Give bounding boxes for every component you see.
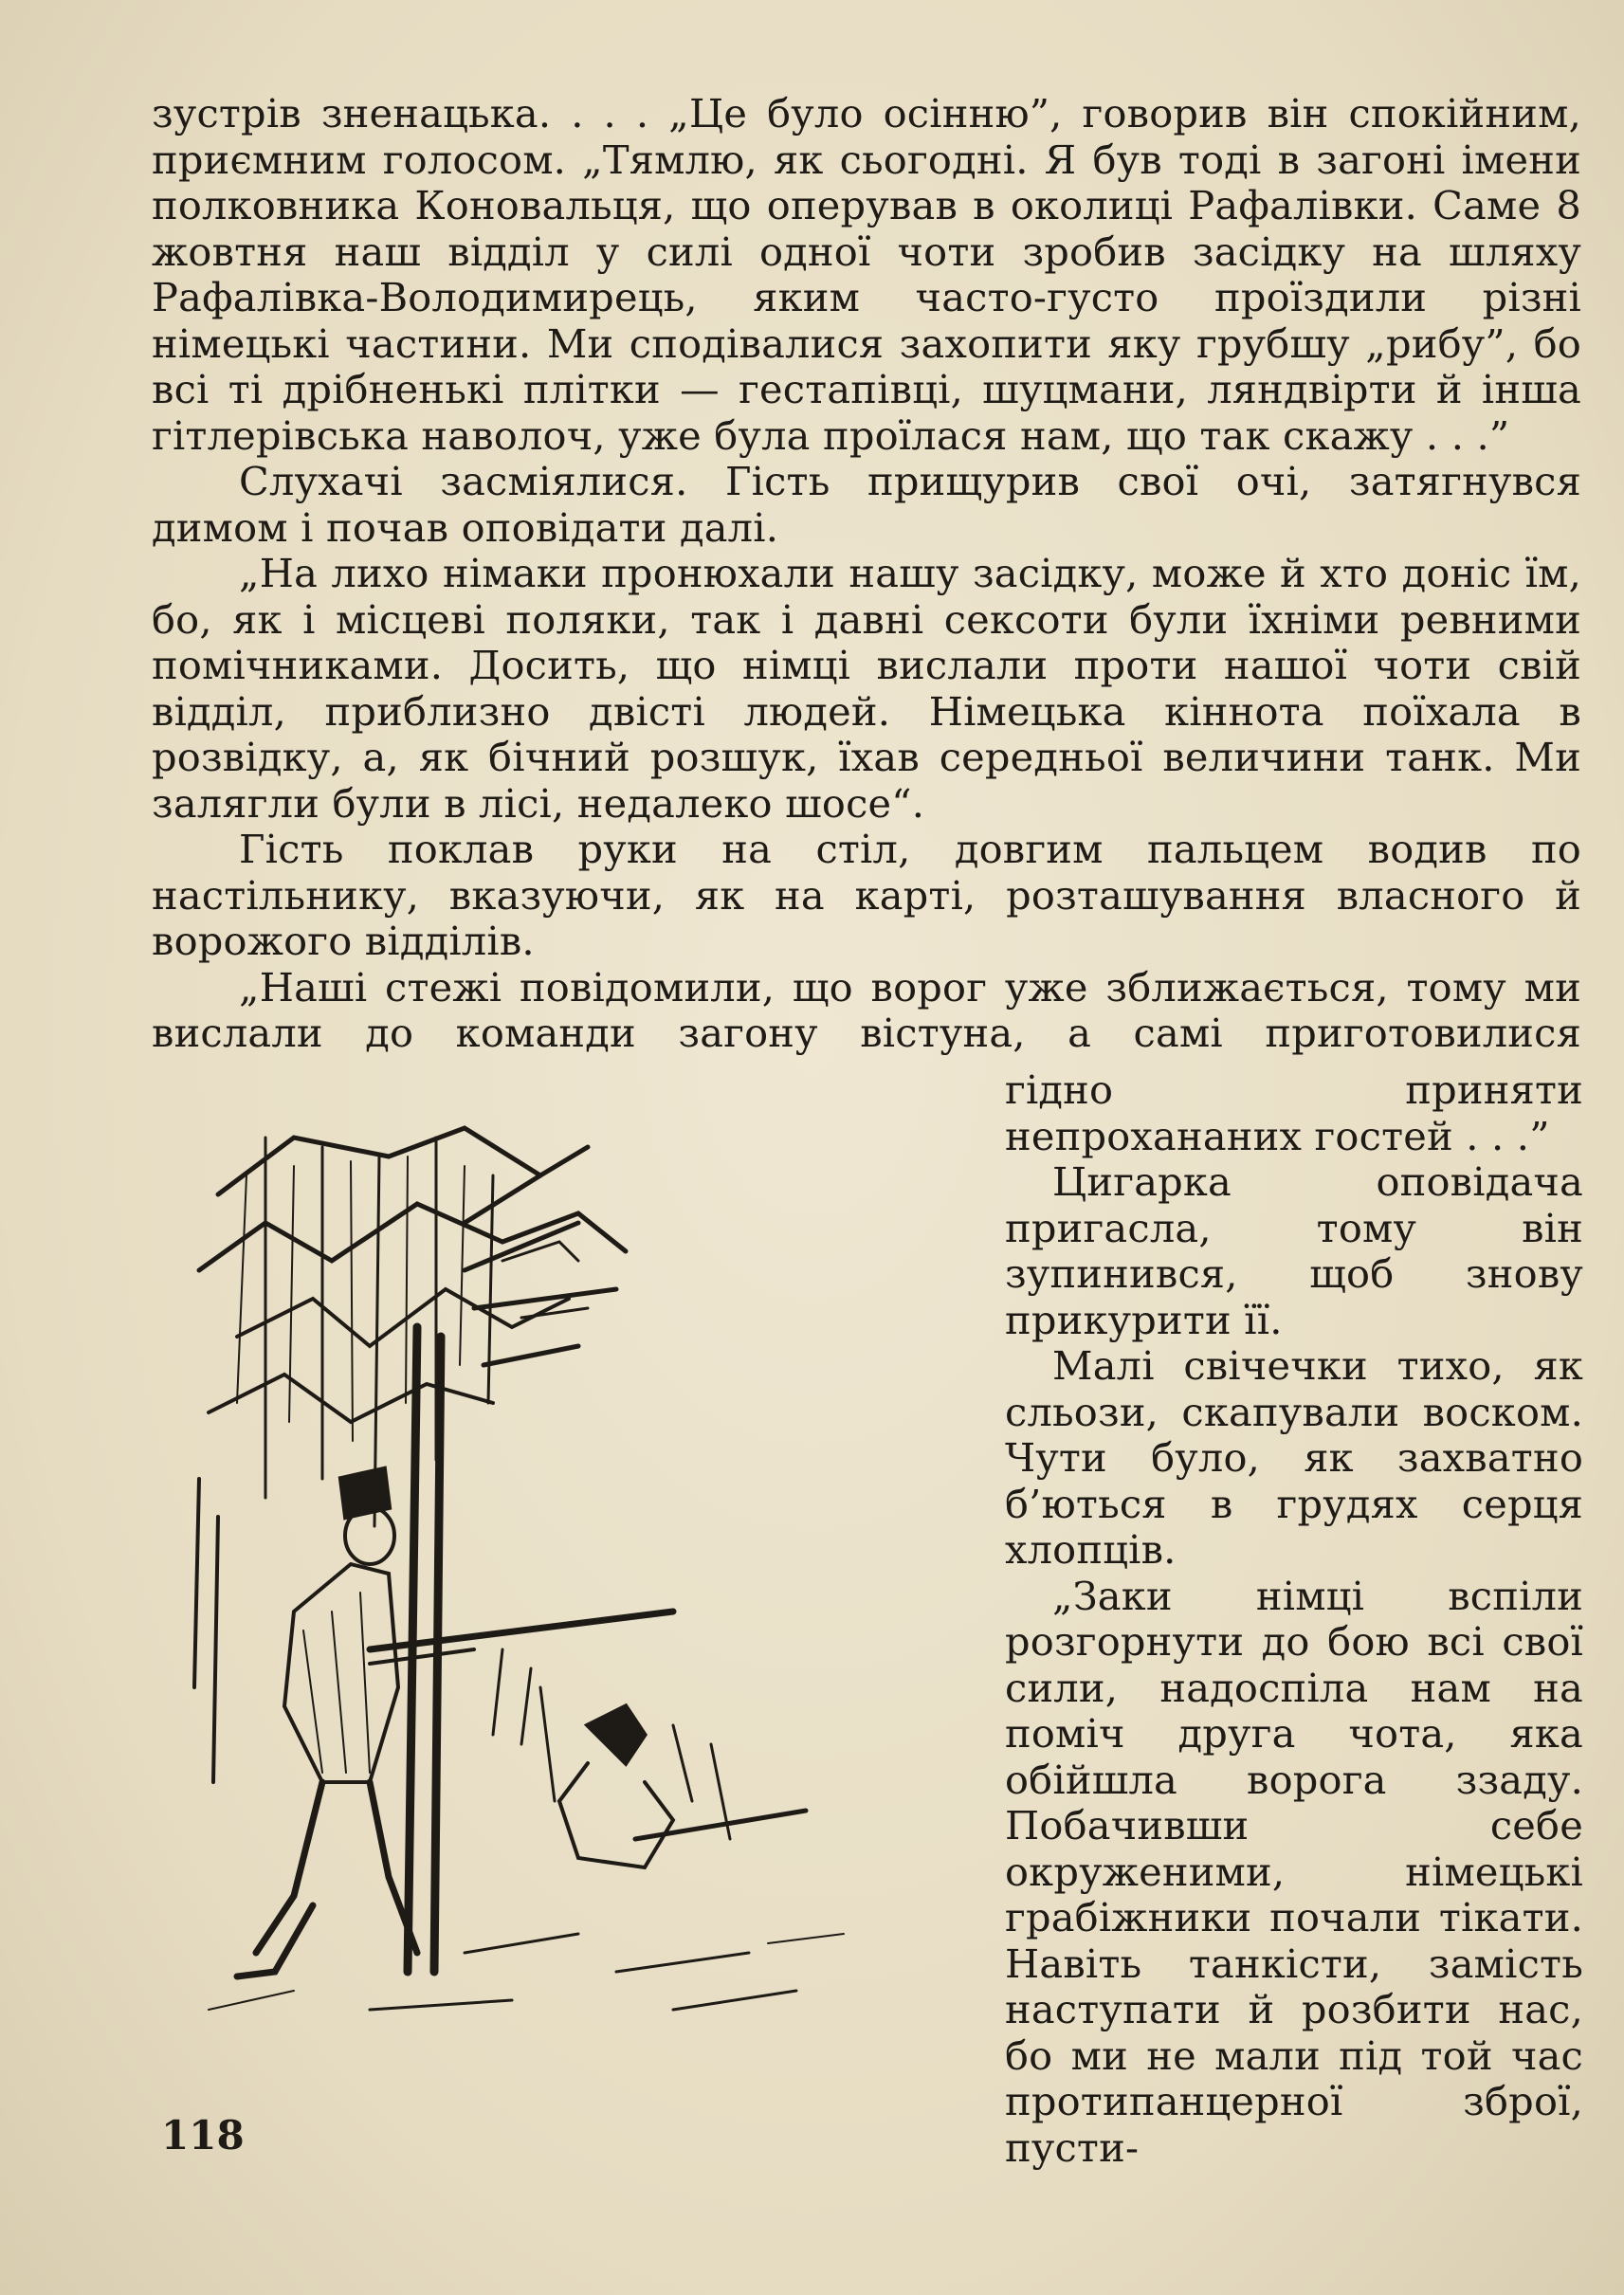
- paragraph-2: Слухачі засміялися. Гість прищурив свої очі, затягнувся димом і почав оповідати далі.: [152, 458, 1581, 551]
- paragraph-4: Гість поклав руки на стіл, довгим пальцем водив по настільнику, вказуючи, як на карті, розташування власного й ворожого відділів.: [152, 826, 1581, 964]
- sketch-image: [180, 1119, 995, 2038]
- paragraph-1: зустрів зненацька. . . . „Це було осінню”, говорив він спокійним, приємним голосом. „Тямлю, як сьогодні. Я був тоді в загоні імени полковника Коновальця, що оперував в околиці Рафалівки. Саме 8 жовтня наш відділ у силі одної чоти зробив засідку на шляху Рафалівка-Володимирець, яким часто-густо проїздили різні німецькі частини. Ми сподівалися захопити яку грубшу „рибу”, бо всі ті дрібненькі плітки — гестапівці, шуцмани, ляндвірти й інша гітлерівська наволоч, уже була проїлася нам, що так скажу . . .”: [152, 90, 1581, 459]
- paragraph-9: „Заки німці вспіли розгорнути до бою всі свої сили, надоспіла нам на поміч друга чота, яка обійшла ворога ззаду. Побачивши себе окруженими, німецькі грабіжники почали тікати. Навіть танкісти, замість наступати й розбити нас, бо ми не мали під той час протипанцерної зброї, пусти-: [1005, 1572, 1583, 2171]
- paragraph-8: Малі свічечки тихо, як сльози, скапували воском. Чути було, як захватно б’ються в грудях серця хлопців.: [1005, 1342, 1583, 1573]
- paragraph-3: „На лихо німаки пронюхали нашу засідку, може й хто доніс їм, бо, як і місцеві поляки, так і давні сексоти були їхніми ревними помічниками. Досить, що німці вислали проти нашої чоти свій відділ, приблизно двісті людей. Німецька кіннота поїхала в розвідку, а, як бічний розшук, їхав середньої величини танк. Ми залягли були в лісі, недалеко шосе“.: [152, 550, 1581, 827]
- page-number: 118: [161, 2112, 245, 2158]
- side-text-column: [1005, 1067, 1583, 2171]
- forest-ambush-illustration: [180, 1119, 995, 2038]
- paragraph-5: „Наші стежі повідомили, що ворог уже зближається, тому ми вислали до команди загону вістуна, а самі приготовилися: [152, 963, 1581, 1056]
- paragraph-7: Цигарка оповідача пригасла, тому він зупинився, щоб знову прикурити її.: [1005, 1158, 1583, 1343]
- paragraph-6: гідно приняти непрохананих гостей . . .”: [1005, 1066, 1583, 1159]
- main-text-column: [152, 91, 1581, 1057]
